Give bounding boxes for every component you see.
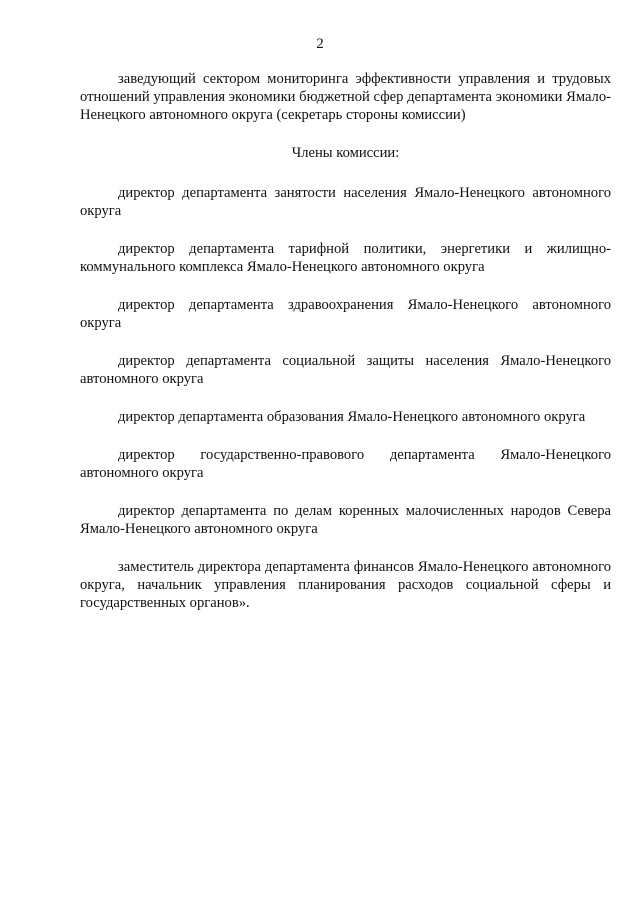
member-item: директор департамента здравоохранения Ямало-Ненецкого автономного округа [80, 297, 611, 331]
member-item: директор департамента тарифной политики, энергетики и жилищно-коммунального комплекса Ямало-Ненецкого автономного округа [80, 241, 611, 275]
member-item: директор государственно-правового департамента Ямало-Ненецкого автономного округа [80, 447, 611, 481]
members-heading: Члены комиссии: [291, 145, 400, 161]
intro-paragraph: заведующий сектором мониторинга эффективности управления и трудовых отношений управления экономики бюджетной сфер департамента экономики Ямало-Ненецкого автономного округа (секретарь стороны комиссии) [80, 71, 611, 123]
page-number: 2 [316, 36, 324, 52]
member-item: директор департамента социальной защиты населения Ямало-Ненецкого автономного округа [80, 353, 611, 387]
member-item: заместитель директора департамента финансов Ямало-Ненецкого автономного округа, начальник управления планирования расходов социальной сферы и государственных органов». [80, 559, 611, 611]
member-item: директор департамента занятости населения Ямало-Ненецкого автономного округа [80, 185, 611, 219]
member-item: директор департамента по делам коренных малочисленных народов Севера Ямало-Ненецкого автономного округа [80, 503, 611, 537]
member-item: директор департамента образования Ямало-Ненецкого автономного округа [118, 409, 586, 425]
document-body [80, 70, 611, 632]
